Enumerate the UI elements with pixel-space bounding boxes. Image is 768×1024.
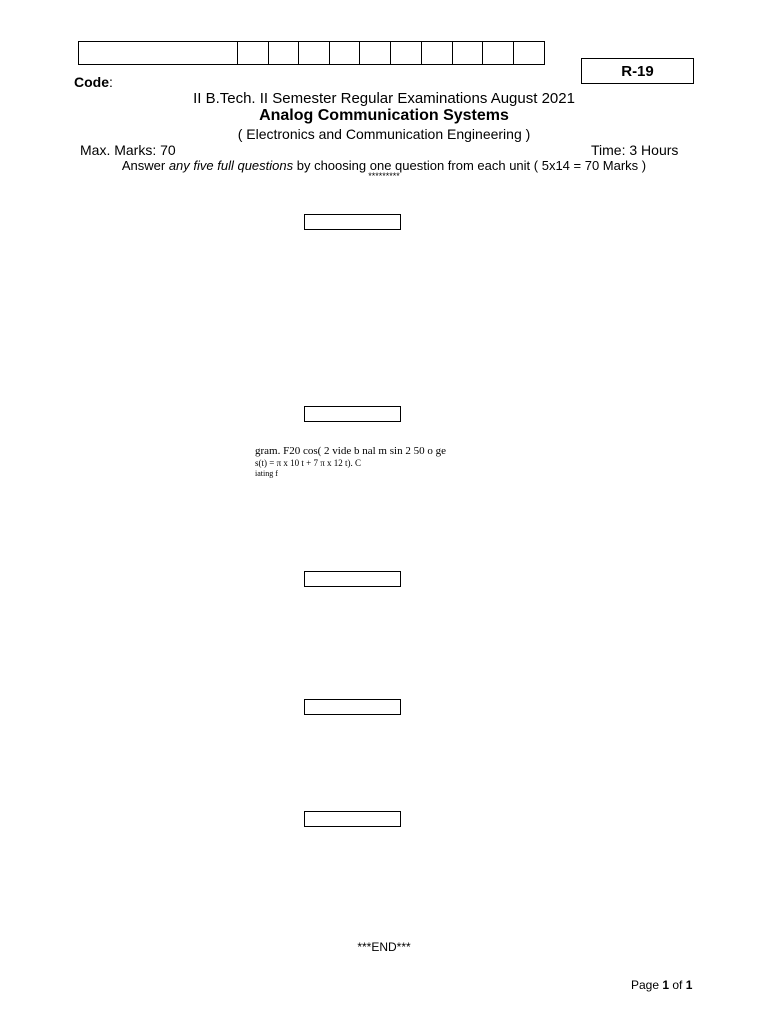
fragment-row: s(t) = π x 10 t + 7 π x 12 t). C	[255, 458, 361, 468]
fragment-row: iating f	[255, 469, 278, 478]
fragment-row: gram. F20 cos( 2 vide b nal m sin 2 50 o ge	[255, 445, 446, 457]
roll-number-label-cell	[79, 42, 238, 64]
end-marker: ***END***	[357, 940, 411, 954]
instruction-pre: Answer	[121, 158, 169, 173]
page-pre: Page	[631, 978, 663, 992]
unit-box	[304, 811, 401, 827]
page-mid: of	[669, 978, 686, 992]
roll-digit-cell	[269, 42, 299, 64]
page-number	[631, 978, 692, 992]
instruction-emphasis: any five full questions	[168, 158, 294, 173]
exam-title-line: II B.Tech. II Semester Regular Examinations August 2021	[193, 90, 575, 107]
instruction-post: by choosing one question from each unit ( 5x14 = 70 Marks )	[293, 158, 647, 173]
unit-box	[304, 571, 401, 587]
code-label: Code	[74, 74, 109, 90]
subject-title: Analog Communication Systems	[259, 107, 509, 124]
roll-digit-cell	[453, 42, 483, 64]
unit-box	[304, 406, 401, 422]
regulation-text: R-19	[621, 62, 654, 80]
roll-digit-cell	[330, 42, 360, 64]
roll-digit-cell	[299, 42, 330, 64]
roll-digit-cell	[483, 42, 514, 64]
unit-box	[304, 699, 401, 715]
max-marks: Max. Marks: 70	[80, 142, 176, 158]
roll-digit-cell	[360, 42, 391, 64]
roll-number-boxes	[78, 41, 545, 65]
question-text-fragment	[255, 443, 550, 478]
exam-time: Time: 3 Hours	[591, 142, 679, 158]
roll-digit-cell	[238, 42, 269, 64]
code-colon: :	[109, 74, 113, 90]
regulation-badge	[581, 58, 694, 84]
roll-digit-cell	[422, 42, 453, 64]
roll-digit-cell	[514, 42, 544, 64]
unit-box	[304, 214, 401, 230]
department-line: ( Electronics and Communication Engineering )	[237, 126, 531, 142]
page-total: 1	[685, 978, 693, 992]
roll-digit-cell	[391, 42, 422, 64]
page-current: 1	[662, 978, 670, 992]
separator-stars: *********	[368, 171, 400, 181]
subject-code	[74, 74, 113, 90]
